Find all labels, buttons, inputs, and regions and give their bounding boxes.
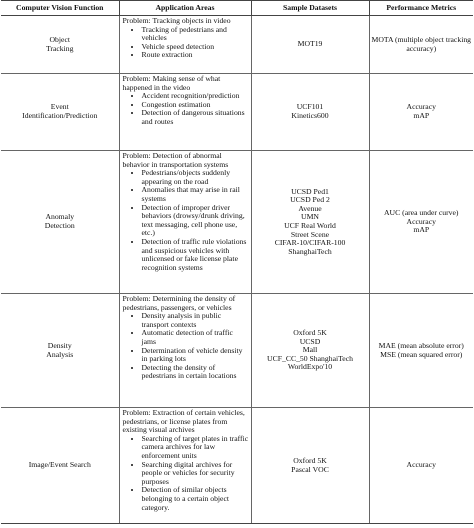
list-item: • Detection of improper driver behaviors (drowsy/drunk driving, text messaging, cell phone use, etc.) [142,204,249,238]
list-item: • Route extraction [142,51,249,60]
application-list [123,26,249,60]
table-row [1,74,473,151]
datasets-cell: Oxford 5K Pascal VOC [251,408,369,524]
metrics-cell: Accuracy mAP [369,74,473,151]
datasets-cell: Oxford 5K UCSD Mall UCF_CC_50 ShanghaiTech WorldExpo'10 [251,294,369,408]
areas-cell [119,151,251,294]
function-cell: Image/Event Search [1,408,119,524]
areas-cell [119,408,251,524]
list-item: • Detection of dangerous situations and routes [142,109,249,126]
list-item: • Searching of target plates in traffic camera archives for law enforcement units [142,435,249,461]
list-item: • Detection of traffic rule violations and suspicious vehicles with unlicensed or fake license plate recognition systems [142,238,249,272]
function-cell: Object Tracking [1,16,119,74]
problem-text: Problem: Tracking objects in video [122,16,231,25]
application-list [123,435,249,512]
problem-text: Problem: Determining the density of pedestrians, passengers, or vehicles [122,294,236,312]
areas-cell [119,294,251,408]
application-list [123,169,249,272]
application-list [123,312,249,381]
areas-cell [119,16,251,74]
header-sample-datasets: Sample Datasets [251,1,369,16]
list-item: • Detecting the density of pedestrians in certain locations [142,364,249,381]
function-cell: Event Identification/Prediction [1,74,119,151]
function-cell: Anomaly Detection [1,151,119,294]
list-item: • Vehicle speed detection [142,43,249,52]
list-item: • Density analysis in public transport contexts [142,312,249,329]
list-item: • Automatic detection of traffic jams [142,329,249,346]
header-row [1,1,473,16]
cv-functions-table [1,0,473,524]
metrics-cell: MOTA (multiple object tracking accuracy) [369,16,473,74]
list-item: • Searching digital archives for people or vehicles for security purposes [142,461,249,487]
table-row [1,16,473,74]
table-row [1,408,473,524]
application-list [123,92,249,126]
problem-text: Problem: Detection of abnormal behavior in transportation systems [122,151,229,169]
datasets-cell: UCSD Ped1 UCSD Ped 2 Avenue UMN UCF Real World Street Scene CIFAR-10/CIFAR-100 ShanghaiTech [251,151,369,294]
metrics-cell: Accuracy [369,408,473,524]
metrics-cell: MAE (mean absolute error) MSE (mean squared error) [369,294,473,408]
header-function: Computer Vision Function [1,1,119,16]
list-item: • Tracking of pedestrians and vehicles [142,26,249,43]
areas-cell [119,74,251,151]
list-item: • Accident recognition/prediction [142,92,249,101]
header-application-areas: Application Areas [119,1,251,16]
table-row [1,151,473,294]
function-cell: Density Analysis [1,294,119,408]
datasets-cell: MOT19 [251,16,369,74]
table-row [1,294,473,408]
datasets-cell: UCF101 Kinetics600 [251,74,369,151]
metrics-cell: AUC (area under curve) Accuracy mAP [369,151,473,294]
list-item: • Congestion estimation [142,101,249,110]
problem-text: Problem: Extraction of certain vehicles, pedestrians, or license plates from existing visual archives [122,408,245,435]
header-performance-metrics: Performance Metrics [369,1,473,16]
list-item: • Detection of similar objects belonging to a certain object category. [142,486,249,512]
list-item: • Determination of vehicle density in parking lots [142,347,249,364]
problem-text: Problem: Making sense of what happened in the video [122,74,221,92]
list-item: • Anomalies that may arise in rail systems [142,186,249,203]
list-item: • Pedestrians/objects suddenly appearing on the road [142,169,249,186]
